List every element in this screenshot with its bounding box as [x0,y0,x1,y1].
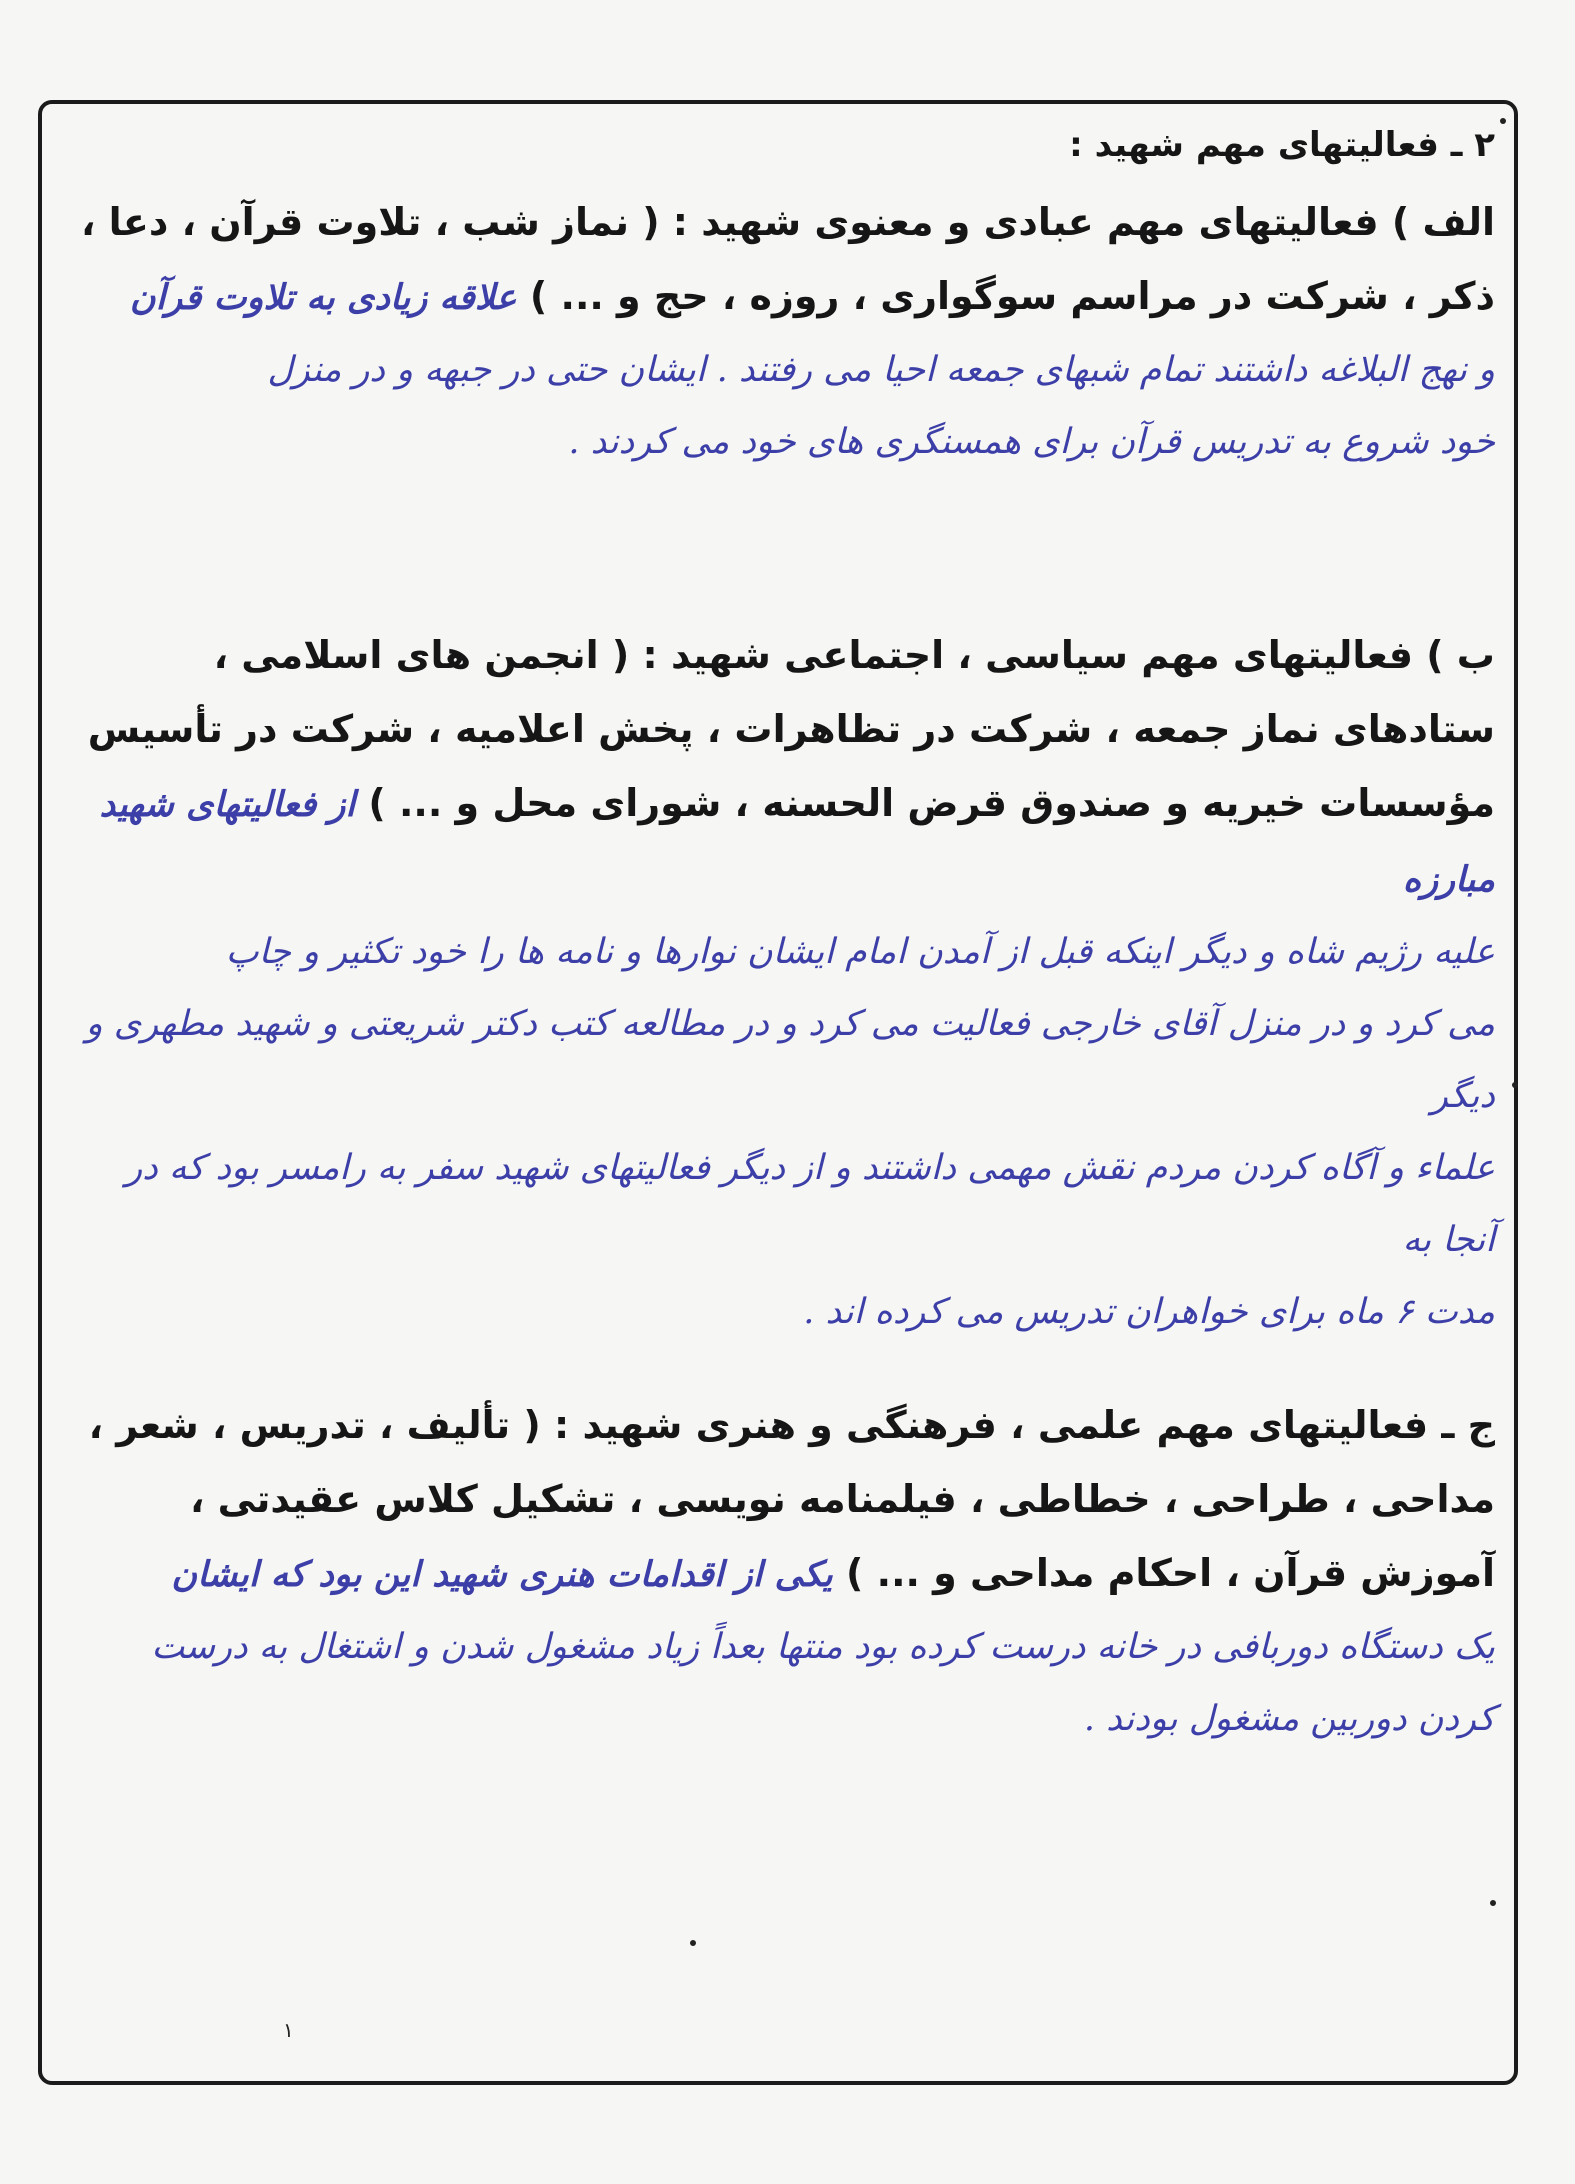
handwritten-line: کردن دوربین مشغول بودند . [1083,1699,1495,1739]
section-heading: ۲ ـ فعالیتهای مهم شهید : [1069,125,1495,165]
bleed-through-text [160,4,1500,64]
handwritten-inline: از فعالیتهای شهید مبارزه [99,784,1495,900]
document-body [70,125,1495,1755]
handwritten-line: خود شروع به تدریس قرآن برای همسنگری های خود می کردند . [568,422,1495,462]
printed-text: الف ) فعالیتهای مهم عبادی و معنوی شهید : ( نماز شب ، تلاوت قرآن ، دعا ، ذکر ، شرکت در مراسم سوگواری ، روزه ، حج و ... ) [80,200,1495,318]
section-worship [70,185,1495,478]
printed-text: ب ) فعالیتهای مهم سیاسی ، اجتماعی شهید : ( انجمن های اسلامی ، ستادهای نماز جمعه ، شرکت در تظاهرات ، پخش اعلامیه ، شرکت در تأسیس مؤسسات خیریه و صندوق قرض الحسنه ، شورای محل و ... ) [87,633,1495,825]
handwritten-inline: یکی از اقدامات هنری شهید این بود که ایشان [171,1554,833,1595]
section-cultural [70,1388,1495,1755]
printed-paragraph [70,185,1495,334]
printed-paragraph [70,618,1495,916]
handwritten-line: می کرد و در منزل آقای خارجی فعالیت می کرد و در مطالعه کتب دکتر شریعتی و شهید مطهری و دیگر [85,1004,1495,1116]
section-political [70,618,1495,1348]
ink-speck [1512,1082,1518,1088]
ink-speck [690,1940,696,1946]
handwritten-inline: علاقه زیادی به تلاوت قرآن [129,277,517,318]
handwritten-line: یک دستگاه دوربافی در خانه درست کرده بود منتها بعداً زیاد مشغول شدن و اشتغال به درست [151,1627,1495,1667]
handwritten-line: علیه رژیم شاه و دیگر اینکه قبل از آمدن امام ایشان نوارها و نامه ها را خود تکثیر و چاپ [225,932,1495,972]
handwritten-line: علماء و آگاه کردن مردم نقش مهمی داشتند و از دیگر فعالیتهای شهید سفر به رامسر بود که در آنجا به [125,1148,1495,1260]
page-number: ۱ [283,2018,294,2042]
handwritten-line: مدت ۶ ماه برای خواهران تدریس می کرده اند . [803,1292,1495,1332]
printed-paragraph [70,1388,1495,1611]
printed-text: ج ـ فعالیتهای مهم علمی ، فرهنگی و هنری شهید : ( تألیف ، تدریس ، شعر ، مداحی ، طراحی ، خطاطی ، فیلمنامه نویسی ، تشکیل کلاس عقیدتی ، آموزش قرآن ، احکام مداحی و ... ) [88,1403,1495,1595]
ink-speck [1500,118,1506,124]
ink-speck [1490,1900,1496,1906]
handwritten-line: و نهج البلاغه داشتند تمام شبهای جمعه احیا می رفتند . ایشان حتی در جبهه و در منزل [267,350,1495,390]
